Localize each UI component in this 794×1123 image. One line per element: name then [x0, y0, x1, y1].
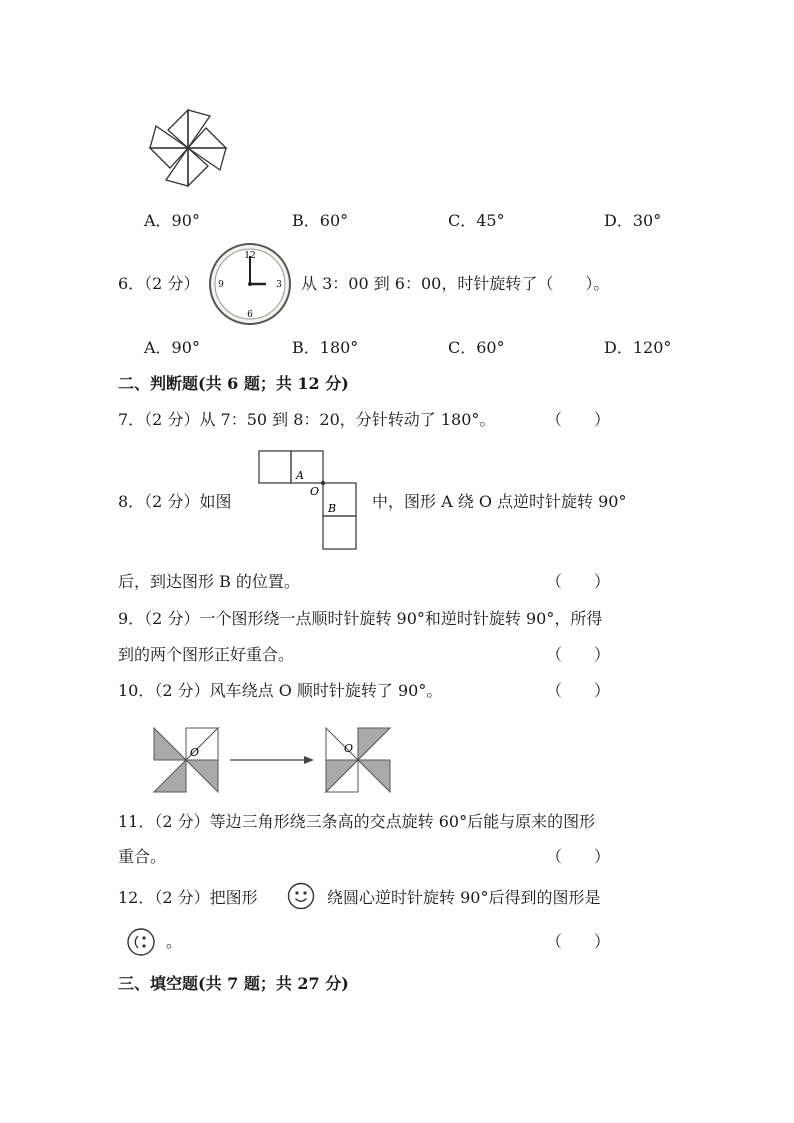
- q12-prefix: 12．（2 分）把图形: [118, 888, 258, 907]
- q11-line1: 11．（2 分）等边三角形绕三条高的交点旋转 60°后能与原来的图形: [118, 812, 596, 831]
- q10-text: 10．（2 分）风车绕点 O 顺时针旋转了 90°。: [118, 681, 443, 700]
- clock-number-12: 12: [244, 251, 256, 261]
- pinwheel-figure: [148, 108, 228, 188]
- q7-answer-paren[interactable]: （ ）: [546, 410, 611, 429]
- q6-option-d: D．120°: [604, 338, 672, 357]
- q6-option-a: A．90°: [144, 338, 200, 357]
- q12-line2: 。: [166, 932, 183, 951]
- q6-number: 6．（2 分）: [118, 274, 200, 293]
- q7-text: 7．（2 分）从 7：50 到 8：20，分针转动了 180°。: [118, 410, 496, 429]
- clock-number-3: 3: [276, 280, 282, 290]
- windmill-before-figure: [154, 728, 218, 792]
- windmill-after-o-label: O: [344, 742, 354, 755]
- clock-figure: [208, 242, 292, 326]
- q5-option-b: B．60°: [292, 211, 349, 230]
- q8-answer-paren[interactable]: （ ）: [546, 572, 611, 591]
- section-2-title: 二、判断题(共 6 题；共 12 分): [118, 374, 349, 393]
- rotated-smiley-icon: [126, 927, 156, 957]
- clock-number-9: 9: [218, 280, 224, 290]
- q8-line2: 后，到达图形 B 的位置。: [118, 572, 300, 591]
- q9-line2: 到的两个图形正好重合。: [118, 645, 295, 664]
- q5-option-d: D．30°: [604, 211, 662, 230]
- clock-number-6: 6: [247, 310, 253, 320]
- fig-label-a: A: [296, 469, 304, 482]
- q6-option-b: B．180°: [292, 338, 359, 357]
- q6-option-c: C．60°: [448, 338, 505, 357]
- q8-suffix: 中，图形 A 绕 O 点逆时针旋转 90°: [372, 492, 627, 511]
- q11-answer-paren[interactable]: （ ）: [546, 847, 611, 866]
- q10-answer-paren[interactable]: （ ）: [546, 681, 611, 700]
- q5-option-a: A．90°: [144, 211, 200, 230]
- fig-label-o: O: [310, 485, 320, 498]
- q9-answer-paren[interactable]: （ ）: [546, 645, 611, 664]
- q6-text: 从 3：00 到 6：00，时针旋转了（ ）。: [301, 274, 610, 293]
- smiley-face-icon: [287, 882, 315, 910]
- q9-line1: 9．（2 分）一个图形绕一点顺时针旋转 90°和逆时针旋转 90°，所得: [118, 609, 603, 628]
- windmill-after-figure: [326, 728, 390, 792]
- q12-suffix: 绕圆心逆时针旋转 90°后得到的图形是: [327, 888, 601, 907]
- q5-option-c: C．45°: [448, 211, 505, 230]
- fig-label-b: B: [328, 502, 337, 515]
- q12-answer-paren[interactable]: （ ）: [546, 932, 611, 951]
- section-3-title: 三、填空题(共 7 题；共 27 分): [118, 974, 349, 993]
- q11-line2: 重合。: [118, 847, 167, 866]
- rotation-squares-figure: [258, 449, 370, 553]
- windmill-before-o-label: O: [190, 746, 200, 759]
- rotation-arrow: [230, 754, 314, 766]
- q8-prefix: 8．（2 分）如图: [118, 492, 232, 511]
